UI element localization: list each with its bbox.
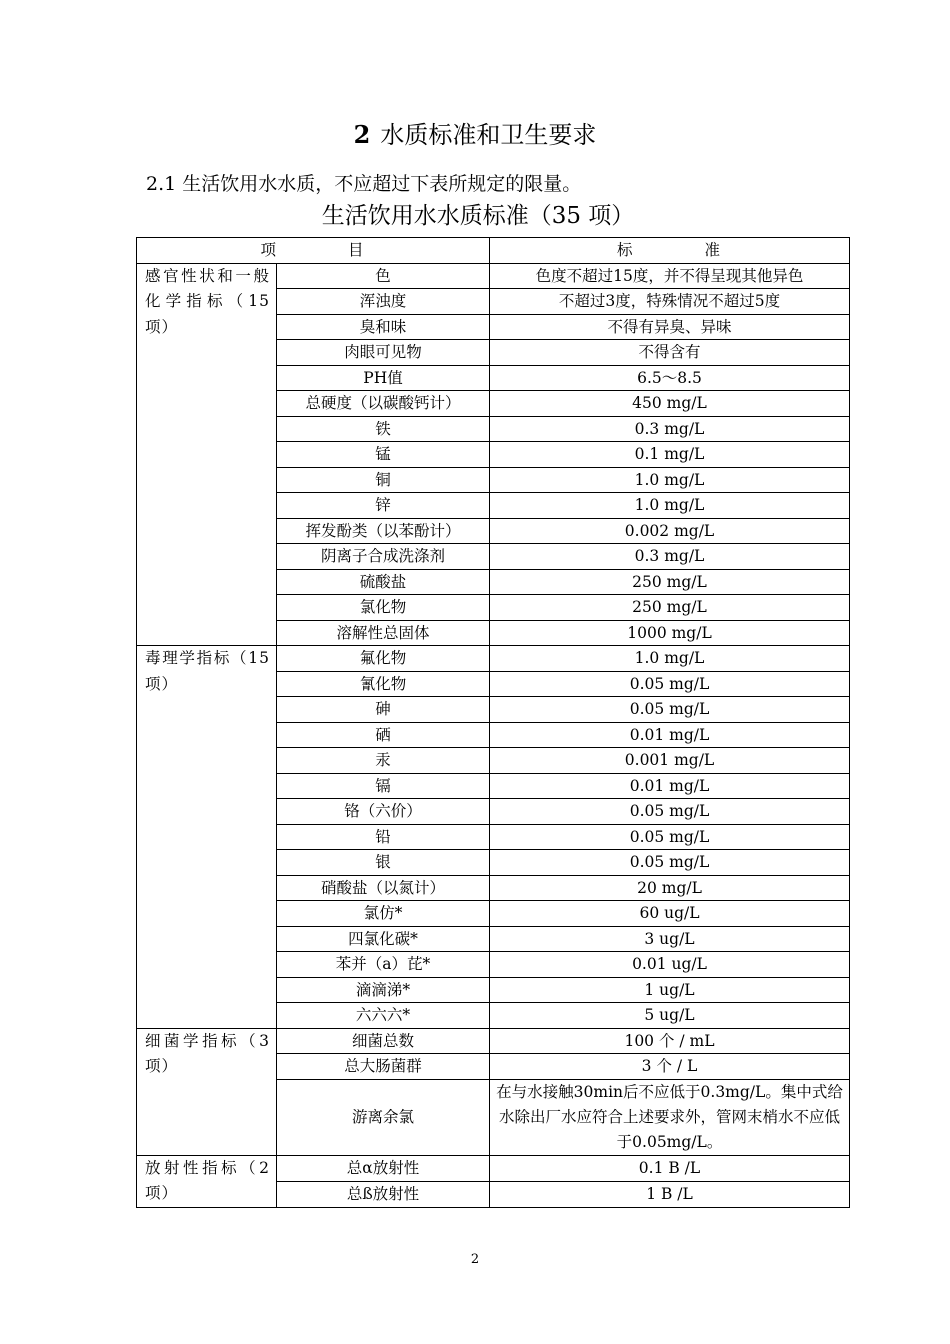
- header-item: 项 目: [137, 238, 490, 264]
- item-cell: 色: [277, 263, 490, 289]
- standard-cell: 6.5～8.5: [490, 365, 850, 391]
- item-cell: 臭和味: [277, 314, 490, 340]
- item-cell: 阴离子合成洗涤剂: [277, 544, 490, 570]
- standard-cell: 在与水接触30min后不应低于0.3mg/L。集中式给水除出厂水应符合上述要求外，管网末梢水不应低于0.05mg/L。: [490, 1079, 850, 1155]
- item-cell: 六六六*: [277, 1003, 490, 1029]
- item-cell: 镉: [277, 773, 490, 799]
- standard-cell: 450 mg/L: [490, 391, 850, 417]
- category-cell: 放射性指标（2项）: [137, 1155, 277, 1207]
- item-cell: 溶解性总固体: [277, 620, 490, 646]
- standard-cell: 0.01 ug/L: [490, 952, 850, 978]
- item-cell: 游离余氯: [277, 1079, 490, 1155]
- standard-cell: 1.0 mg/L: [490, 493, 850, 519]
- section-title: 水质标准和卫生要求: [380, 121, 597, 149]
- item-cell: 硒: [277, 722, 490, 748]
- page-number: 2: [470, 1252, 480, 1267]
- standard-cell: 1 B /L: [490, 1181, 850, 1207]
- item-cell: 滴滴涕*: [277, 977, 490, 1003]
- table-row: [137, 1028, 850, 1054]
- item-cell: 细菌总数: [277, 1028, 490, 1054]
- standard-cell: 0.3 mg/L: [490, 544, 850, 570]
- item-cell: 铁: [277, 416, 490, 442]
- table-title: 生活饮用水水质标准（35 项）: [321, 203, 635, 229]
- standard-cell: 0.01 mg/L: [490, 722, 850, 748]
- standard-cell: 20 mg/L: [490, 875, 850, 901]
- item-cell: 四氯化碳*: [277, 926, 490, 952]
- standard-cell: 1 ug/L: [490, 977, 850, 1003]
- intro-paragraph: 2.1 生活饮用水水质，不应超过下表所规定的限量。: [146, 173, 582, 195]
- item-cell: 挥发酚类（以苯酚计）: [277, 518, 490, 544]
- item-cell: 汞: [277, 748, 490, 774]
- table-row: [137, 1155, 850, 1181]
- item-cell: 氯仿*: [277, 901, 490, 927]
- standard-cell: 不得有异臭、异味: [490, 314, 850, 340]
- standard-cell: 0.05 mg/L: [490, 799, 850, 825]
- water-quality-table: [136, 237, 850, 1208]
- standard-cell: 250 mg/L: [490, 595, 850, 621]
- item-cell: 总α放射性: [277, 1155, 490, 1181]
- standard-cell: 0.002 mg/L: [490, 518, 850, 544]
- standard-cell: 0.1 B /L: [490, 1155, 850, 1181]
- category-cell: 感官性状和一般化学指标（15项）: [137, 263, 277, 646]
- standard-cell: 色度不超过15度，并不得呈现其他异色: [490, 263, 850, 289]
- table-header-row: [137, 238, 850, 264]
- item-cell: PH值: [277, 365, 490, 391]
- item-cell: 银: [277, 850, 490, 876]
- standard-cell: 1.0 mg/L: [490, 646, 850, 672]
- item-cell: 砷: [277, 697, 490, 723]
- section-heading: [0, 118, 950, 152]
- item-cell: 肉眼可见物: [277, 340, 490, 366]
- standard-cell: 60 ug/L: [490, 901, 850, 927]
- standard-cell: 100 个 / mL: [490, 1028, 850, 1054]
- item-cell: 总硬度（以碳酸钙计）: [277, 391, 490, 417]
- standard-cell: 5 ug/L: [490, 1003, 850, 1029]
- item-cell: 硫酸盐: [277, 569, 490, 595]
- item-cell: 总大肠菌群: [277, 1054, 490, 1080]
- table-row: [137, 646, 850, 672]
- standard-cell: 1.0 mg/L: [490, 467, 850, 493]
- item-cell: 氯化物: [277, 595, 490, 621]
- item-cell: 铜: [277, 467, 490, 493]
- standard-cell: 0.05 mg/L: [490, 824, 850, 850]
- standard-cell: 0.1 mg/L: [490, 442, 850, 468]
- header-standard: 标 准: [490, 238, 850, 264]
- item-cell: 苯并（a）芘*: [277, 952, 490, 978]
- standard-cell: 3 个 / L: [490, 1054, 850, 1080]
- standard-cell: 0.05 mg/L: [490, 671, 850, 697]
- standard-cell: 0.05 mg/L: [490, 697, 850, 723]
- standard-cell: 0.001 mg/L: [490, 748, 850, 774]
- standard-cell: 0.01 mg/L: [490, 773, 850, 799]
- standard-cell: 0.3 mg/L: [490, 416, 850, 442]
- standard-cell: 0.05 mg/L: [490, 850, 850, 876]
- item-cell: 氟化物: [277, 646, 490, 672]
- item-cell: 铬（六价）: [277, 799, 490, 825]
- standard-cell: 1000 mg/L: [490, 620, 850, 646]
- item-cell: 浑浊度: [277, 289, 490, 315]
- item-cell: 硝酸盐（以氮计）: [277, 875, 490, 901]
- item-cell: 锌: [277, 493, 490, 519]
- standard-cell: 3 ug/L: [490, 926, 850, 952]
- item-cell: 锰: [277, 442, 490, 468]
- standard-cell: 250 mg/L: [490, 569, 850, 595]
- item-cell: 总ß放射性: [277, 1181, 490, 1207]
- table-row: [137, 263, 850, 289]
- standard-cell: 不得含有: [490, 340, 850, 366]
- section-number: 2: [353, 120, 371, 149]
- item-cell: 铅: [277, 824, 490, 850]
- category-cell: 毒理学指标（15项）: [137, 646, 277, 1029]
- category-cell: 细菌学指标（3项）: [137, 1028, 277, 1155]
- item-cell: 氰化物: [277, 671, 490, 697]
- standard-cell: 不超过3度，特殊情况不超过5度: [490, 289, 850, 315]
